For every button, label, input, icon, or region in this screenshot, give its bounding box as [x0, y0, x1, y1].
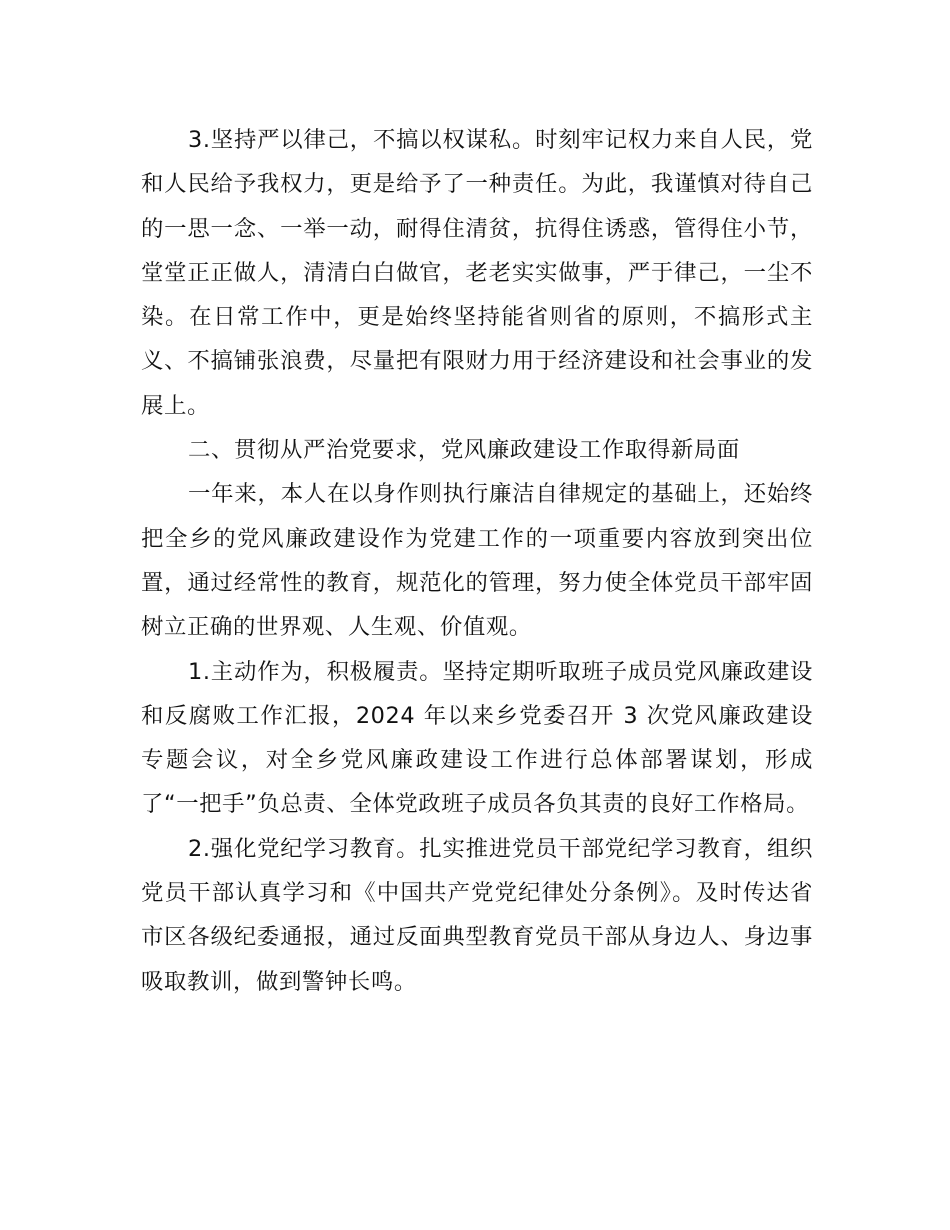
paragraph-active-responsibility: 1.主动作为，积极履责。坚持定期听取班子成员党风廉政建设和反腐败工作汇报，2024 年以来乡党委召开 3 次党风廉政建设专题会议，对全乡党风廉政建设工作进行总体部署谋划，形成了“一把手”负总责、全体党政班子成员各负其责的良好工作格局。	[141, 658, 813, 818]
paragraph-year-overview: 一年来，本人在以身作则执行廉洁自律规定的基础上，还始终把全乡的党风廉政建设作为党建工作的一项重要内容放到突出位置，通过经常性的教育，规范化的管理，努力使全体党员干部牢固树立正确的世界观、人生观、价值观。	[141, 481, 813, 641]
document-body	[141, 118, 813, 1004]
paragraph-self-discipline: 3.坚持严以律己，不搞以权谋私。时刻牢记权力来自人民，党和人民给予我权力，更是给予了一种责任。为此，我谨慎对待自己的一思一念、一举一动，耐得住清贫，抗得住诱惑，管得住小节，堂堂正正做人，清清白白做官，老老实实做事，严于律己，一尘不染。在日常工作中，更是始终坚持能省则省的原则，不搞形式主义、不搞铺张浪费，尽量把有限财力用于经济建设和社会事业的发展上。	[141, 127, 813, 419]
section-heading-party-discipline: 二、贯彻从严治党要求，党风廉政建设工作取得新局面	[188, 437, 740, 464]
paragraph-discipline-education: 2.强化党纪学习教育。扎实推进党员干部党纪学习教育，组织党员干部认真学习和《中国共产党党纪律处分条例》。及时传达省市区各级纪委通报，通过反面典型教育党员干部从身边人、身边事吸取教训，做到警钟长鸣。	[141, 835, 813, 995]
